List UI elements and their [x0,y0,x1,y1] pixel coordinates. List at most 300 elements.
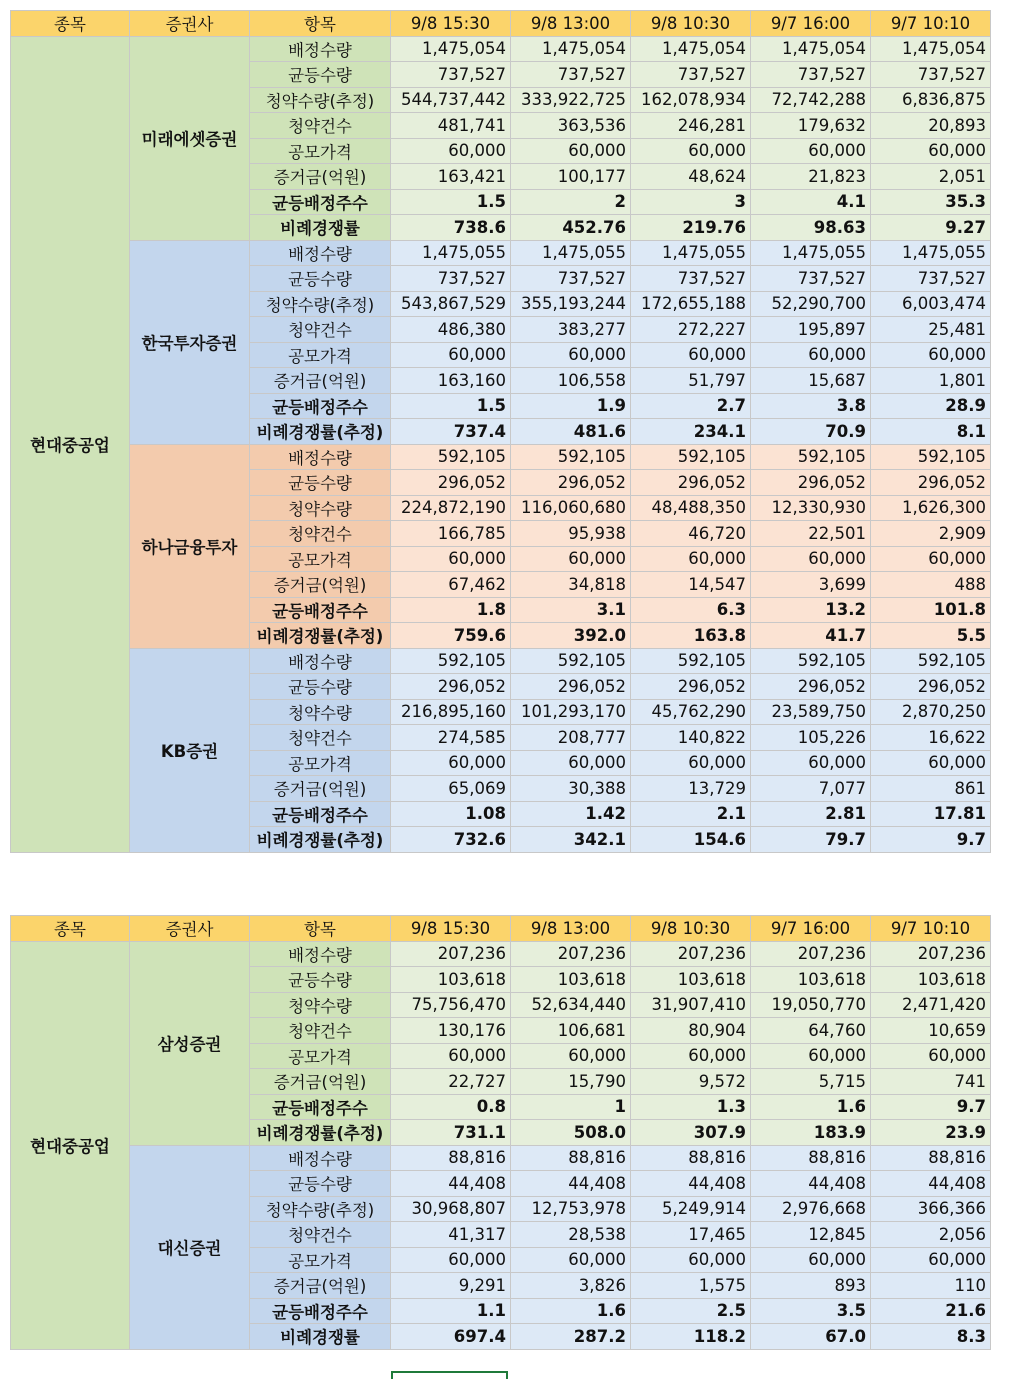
value-cell[interactable]: 333,922,725 [511,87,631,113]
value-cell[interactable]: 1.5 [391,393,511,419]
value-cell[interactable]: 44,408 [511,1171,631,1197]
value-cell[interactable]: 179,632 [751,113,871,139]
value-cell[interactable]: 116,060,680 [511,495,631,521]
value-cell[interactable]: 60,000 [871,342,991,368]
value-cell[interactable]: 31,907,410 [631,992,751,1018]
value-cell[interactable]: 41,317 [391,1222,511,1248]
value-cell[interactable]: 60,000 [511,1043,631,1069]
value-cell[interactable]: 296,052 [391,674,511,700]
value-cell[interactable]: 296,052 [511,470,631,496]
value-cell[interactable]: 106,681 [511,1018,631,1044]
value-cell[interactable]: 207,236 [631,941,751,967]
item-label-cell[interactable]: 배정수량 [250,36,391,62]
value-cell[interactable]: 2,471,420 [871,992,991,1018]
value-cell[interactable]: 12,845 [751,1222,871,1248]
value-cell[interactable]: 2,056 [871,1222,991,1248]
value-cell[interactable]: 0.8 [391,1094,511,1120]
item-label-cell[interactable]: 균등수량 [250,266,391,292]
item-label-cell[interactable]: 비례경쟁률(추정) [250,827,391,853]
value-cell[interactable]: 60,000 [511,750,631,776]
value-cell[interactable]: 60,000 [751,750,871,776]
value-cell[interactable]: 60,000 [751,342,871,368]
value-cell[interactable]: 60,000 [631,342,751,368]
value-cell[interactable]: 21.6 [871,1298,991,1324]
value-cell[interactable]: 15,790 [511,1069,631,1095]
value-cell[interactable]: 72,742,288 [751,87,871,113]
value-cell[interactable]: 481.6 [511,419,631,445]
value-cell[interactable]: 17,465 [631,1222,751,1248]
value-cell[interactable]: 9.27 [871,215,991,241]
value-cell[interactable]: 48,624 [631,164,751,190]
value-cell[interactable]: 10,659 [871,1018,991,1044]
value-cell[interactable]: 3 [631,189,751,215]
value-cell[interactable]: 737,527 [871,266,991,292]
value-cell[interactable]: 88,816 [511,1145,631,1171]
value-cell[interactable]: 737,527 [751,62,871,88]
value-cell[interactable]: 60,000 [871,1043,991,1069]
value-cell[interactable]: 65,069 [391,776,511,802]
value-cell[interactable]: 2,870,250 [871,699,991,725]
value-cell[interactable]: 60,000 [631,1043,751,1069]
value-cell[interactable]: 488 [871,572,991,598]
item-label-cell[interactable]: 증거금(억원) [250,572,391,598]
item-label-cell[interactable]: 청약수량 [250,699,391,725]
value-cell[interactable]: 1,475,055 [631,240,751,266]
value-cell[interactable]: 13.2 [751,597,871,623]
value-cell[interactable]: 88,816 [631,1145,751,1171]
value-cell[interactable]: 67,462 [391,572,511,598]
value-cell[interactable]: 5,249,914 [631,1196,751,1222]
value-cell[interactable]: 95,938 [511,521,631,547]
value-cell[interactable]: 737,527 [391,62,511,88]
column-header[interactable]: 9/8 10:30 [631,11,751,37]
value-cell[interactable]: 60,000 [511,546,631,572]
value-cell[interactable]: 8.1 [871,419,991,445]
value-cell[interactable]: 30,968,807 [391,1196,511,1222]
item-label-cell[interactable]: 증거금(억원) [250,1273,391,1299]
value-cell[interactable]: 103,618 [391,967,511,993]
value-cell[interactable]: 342.1 [511,827,631,853]
column-header[interactable]: 항목 [250,11,391,37]
value-cell[interactable]: 140,822 [631,725,751,751]
value-cell[interactable]: 392.0 [511,623,631,649]
item-label-cell[interactable]: 청약건수 [250,725,391,751]
value-cell[interactable]: 224,872,190 [391,495,511,521]
value-cell[interactable]: 737,527 [391,266,511,292]
value-cell[interactable]: 1,475,054 [871,36,991,62]
value-cell[interactable]: 1.6 [511,1298,631,1324]
item-label-cell[interactable]: 비례경쟁률 [250,1324,391,1350]
value-cell[interactable]: 296,052 [631,470,751,496]
value-cell[interactable]: 1,575 [631,1273,751,1299]
item-label-cell[interactable]: 배정수량 [250,240,391,266]
item-label-cell[interactable]: 청약건수 [250,521,391,547]
value-cell[interactable]: 234.1 [631,419,751,445]
item-label-cell[interactable]: 균등배정주수 [250,393,391,419]
value-cell[interactable]: 9,291 [391,1273,511,1299]
value-cell[interactable]: 219.76 [631,215,751,241]
column-header[interactable]: 9/7 10:10 [871,11,991,37]
item-label-cell[interactable]: 공모가격 [250,342,391,368]
item-label-cell[interactable]: 비례경쟁률(추정) [250,1120,391,1146]
value-cell[interactable]: 543,867,529 [391,291,511,317]
value-cell[interactable]: 6.3 [631,597,751,623]
value-cell[interactable]: 88,816 [751,1145,871,1171]
value-cell[interactable]: 163.8 [631,623,751,649]
value-cell[interactable]: 207,236 [871,941,991,967]
value-cell[interactable]: 296,052 [751,674,871,700]
value-cell[interactable]: 481,741 [391,113,511,139]
value-cell[interactable]: 103,618 [751,967,871,993]
value-cell[interactable]: 207,236 [391,941,511,967]
item-label-cell[interactable]: 비례경쟁률 [250,215,391,241]
value-cell[interactable]: 16,622 [871,725,991,751]
value-cell[interactable]: 106,558 [511,368,631,394]
value-cell[interactable]: 592,105 [391,444,511,470]
value-cell[interactable]: 363,536 [511,113,631,139]
value-cell[interactable]: 25,481 [871,317,991,343]
value-cell[interactable]: 1.3 [631,1094,751,1120]
column-header[interactable]: 9/8 13:00 [511,11,631,37]
item-label-cell[interactable]: 균등수량 [250,674,391,700]
value-cell[interactable]: 1,475,054 [631,36,751,62]
value-cell[interactable]: 731.1 [391,1120,511,1146]
value-cell[interactable]: 13,729 [631,776,751,802]
value-cell[interactable]: 100,177 [511,164,631,190]
value-cell[interactable]: 105,226 [751,725,871,751]
broker-name-cell[interactable]: KB증권 [130,648,250,852]
column-header[interactable]: 종목 [11,11,130,37]
column-header[interactable]: 증권사 [130,11,250,37]
value-cell[interactable]: 2 [511,189,631,215]
item-label-cell[interactable]: 배정수량 [250,444,391,470]
value-cell[interactable]: 2.1 [631,801,751,827]
value-cell[interactable]: 8.3 [871,1324,991,1350]
value-cell[interactable]: 592,105 [751,444,871,470]
value-cell[interactable]: 195,897 [751,317,871,343]
item-label-cell[interactable]: 균등수량 [250,967,391,993]
value-cell[interactable]: 1 [511,1094,631,1120]
value-cell[interactable]: 60,000 [751,1247,871,1273]
value-cell[interactable]: 12,330,930 [751,495,871,521]
value-cell[interactable]: 52,634,440 [511,992,631,1018]
column-header[interactable]: 증권사 [130,916,250,942]
value-cell[interactable]: 592,105 [511,648,631,674]
broker-name-cell[interactable]: 대신증권 [130,1145,250,1349]
value-cell[interactable]: 44,408 [391,1171,511,1197]
stock-name-cell[interactable]: 현대중공업 [11,941,130,1349]
value-cell[interactable]: 6,836,875 [871,87,991,113]
value-cell[interactable]: 35.3 [871,189,991,215]
value-cell[interactable]: 12,753,978 [511,1196,631,1222]
value-cell[interactable]: 60,000 [511,1247,631,1273]
item-label-cell[interactable]: 증거금(억원) [250,1069,391,1095]
value-cell[interactable]: 3.1 [511,597,631,623]
item-label-cell[interactable]: 균등배정주수 [250,597,391,623]
value-cell[interactable]: 759.6 [391,623,511,649]
value-cell[interactable]: 1.1 [391,1298,511,1324]
value-cell[interactable]: 67.0 [751,1324,871,1350]
value-cell[interactable]: 296,052 [751,470,871,496]
column-header[interactable]: 9/8 10:30 [631,916,751,942]
value-cell[interactable]: 592,105 [391,648,511,674]
value-cell[interactable]: 44,408 [631,1171,751,1197]
value-cell[interactable]: 60,000 [871,750,991,776]
value-cell[interactable]: 101.8 [871,597,991,623]
value-cell[interactable]: 103,618 [631,967,751,993]
item-label-cell[interactable]: 균등수량 [250,1171,391,1197]
value-cell[interactable]: 2,976,668 [751,1196,871,1222]
value-cell[interactable]: 30,388 [511,776,631,802]
item-label-cell[interactable]: 공모가격 [250,750,391,776]
value-cell[interactable]: 508.0 [511,1120,631,1146]
value-cell[interactable]: 296,052 [631,674,751,700]
value-cell[interactable]: 60,000 [391,1043,511,1069]
value-cell[interactable]: 296,052 [511,674,631,700]
value-cell[interactable]: 64,760 [751,1018,871,1044]
value-cell[interactable]: 1,475,055 [511,240,631,266]
item-label-cell[interactable]: 청약건수 [250,1018,391,1044]
item-label-cell[interactable]: 비례경쟁률(추정) [250,419,391,445]
value-cell[interactable]: 88,816 [391,1145,511,1171]
item-label-cell[interactable]: 배정수량 [250,1145,391,1171]
value-cell[interactable]: 162,078,934 [631,87,751,113]
value-cell[interactable]: 1,801 [871,368,991,394]
value-cell[interactable]: 3,826 [511,1273,631,1299]
value-cell[interactable]: 207,236 [751,941,871,967]
value-cell[interactable]: 3.8 [751,393,871,419]
value-cell[interactable]: 15,687 [751,368,871,394]
value-cell[interactable]: 60,000 [751,138,871,164]
value-cell[interactable]: 1,475,054 [511,36,631,62]
value-cell[interactable]: 383,277 [511,317,631,343]
value-cell[interactable]: 46,720 [631,521,751,547]
value-cell[interactable]: 19,050,770 [751,992,871,1018]
value-cell[interactable]: 1.08 [391,801,511,827]
value-cell[interactable]: 697.4 [391,1324,511,1350]
value-cell[interactable]: 41.7 [751,623,871,649]
value-cell[interactable]: 1,475,054 [751,36,871,62]
value-cell[interactable]: 738.6 [391,215,511,241]
broker-name-cell[interactable]: 미래에셋증권 [130,36,250,240]
value-cell[interactable]: 22,501 [751,521,871,547]
item-label-cell[interactable]: 증거금(억원) [250,368,391,394]
value-cell[interactable]: 2.7 [631,393,751,419]
value-cell[interactable]: 60,000 [871,546,991,572]
value-cell[interactable]: 14,547 [631,572,751,598]
value-cell[interactable]: 5.5 [871,623,991,649]
value-cell[interactable]: 52,290,700 [751,291,871,317]
value-cell[interactable]: 130,176 [391,1018,511,1044]
value-cell[interactable]: 1.9 [511,393,631,419]
value-cell[interactable]: 163,421 [391,164,511,190]
value-cell[interactable]: 17.81 [871,801,991,827]
value-cell[interactable]: 79.7 [751,827,871,853]
value-cell[interactable]: 9.7 [871,827,991,853]
value-cell[interactable]: 452.76 [511,215,631,241]
broker-name-cell[interactable]: 삼성증권 [130,941,250,1145]
value-cell[interactable]: 207,236 [511,941,631,967]
value-cell[interactable]: 7,077 [751,776,871,802]
value-cell[interactable]: 88,816 [871,1145,991,1171]
value-cell[interactable]: 75,756,470 [391,992,511,1018]
item-label-cell[interactable]: 균등수량 [250,470,391,496]
value-cell[interactable]: 592,105 [871,648,991,674]
item-label-cell[interactable]: 배정수량 [250,648,391,674]
value-cell[interactable]: 60,000 [751,546,871,572]
broker-name-cell[interactable]: 한국투자증권 [130,240,250,444]
value-cell[interactable]: 28.9 [871,393,991,419]
item-label-cell[interactable]: 균등수량 [250,62,391,88]
column-header[interactable]: 9/7 16:00 [751,11,871,37]
value-cell[interactable]: 287.2 [511,1324,631,1350]
value-cell[interactable]: 592,105 [631,648,751,674]
value-cell[interactable]: 118.2 [631,1324,751,1350]
value-cell[interactable]: 1.5 [391,189,511,215]
column-header[interactable]: 9/7 10:10 [871,916,991,942]
value-cell[interactable]: 737,527 [751,266,871,292]
value-cell[interactable]: 9,572 [631,1069,751,1095]
value-cell[interactable]: 3,699 [751,572,871,598]
value-cell[interactable]: 296,052 [871,470,991,496]
value-cell[interactable]: 208,777 [511,725,631,751]
value-cell[interactable]: 22,727 [391,1069,511,1095]
value-cell[interactable]: 98.63 [751,215,871,241]
item-label-cell[interactable]: 배정수량 [250,941,391,967]
item-label-cell[interactable]: 청약수량(추정) [250,291,391,317]
column-header[interactable]: 9/8 15:30 [391,11,511,37]
value-cell[interactable]: 592,105 [871,444,991,470]
value-cell[interactable]: 1.6 [751,1094,871,1120]
value-cell[interactable]: 166,785 [391,521,511,547]
value-cell[interactable]: 355,193,244 [511,291,631,317]
value-cell[interactable]: 1,475,055 [751,240,871,266]
value-cell[interactable]: 60,000 [631,750,751,776]
value-cell[interactable]: 60,000 [871,1247,991,1273]
item-label-cell[interactable]: 공모가격 [250,546,391,572]
value-cell[interactable]: 274,585 [391,725,511,751]
value-cell[interactable]: 861 [871,776,991,802]
value-cell[interactable]: 737,527 [631,62,751,88]
value-cell[interactable]: 1,475,055 [871,240,991,266]
stock-name-cell[interactable]: 현대중공업 [11,36,130,852]
value-cell[interactable]: 60,000 [751,1043,871,1069]
value-cell[interactable]: 592,105 [751,648,871,674]
value-cell[interactable]: 216,895,160 [391,699,511,725]
item-label-cell[interactable]: 증거금(억원) [250,164,391,190]
value-cell[interactable]: 307.9 [631,1120,751,1146]
value-cell[interactable]: 48,488,350 [631,495,751,521]
value-cell[interactable]: 4.1 [751,189,871,215]
value-cell[interactable]: 272,227 [631,317,751,343]
item-label-cell[interactable]: 청약수량 [250,495,391,521]
item-label-cell[interactable]: 증거금(억원) [250,776,391,802]
value-cell[interactable]: 44,408 [751,1171,871,1197]
item-label-cell[interactable]: 공모가격 [250,1247,391,1273]
item-label-cell[interactable]: 청약수량(추정) [250,87,391,113]
value-cell[interactable]: 23,589,750 [751,699,871,725]
value-cell[interactable]: 296,052 [871,674,991,700]
value-cell[interactable]: 154.6 [631,827,751,853]
value-cell[interactable]: 45,762,290 [631,699,751,725]
column-header[interactable]: 종목 [11,916,130,942]
item-label-cell[interactable]: 청약건수 [250,317,391,343]
item-label-cell[interactable]: 균등배정주수 [250,801,391,827]
value-cell[interactable]: 80,904 [631,1018,751,1044]
value-cell[interactable]: 246,281 [631,113,751,139]
value-cell[interactable]: 592,105 [511,444,631,470]
value-cell[interactable]: 732.6 [391,827,511,853]
value-cell[interactable]: 296,052 [391,470,511,496]
item-label-cell[interactable]: 균등배정주수 [250,1094,391,1120]
value-cell[interactable]: 741 [871,1069,991,1095]
column-header[interactable]: 9/8 15:30 [391,916,511,942]
value-cell[interactable]: 60,000 [631,546,751,572]
value-cell[interactable]: 60,000 [871,138,991,164]
value-cell[interactable]: 60,000 [511,342,631,368]
value-cell[interactable]: 737,527 [511,266,631,292]
value-cell[interactable]: 183.9 [751,1120,871,1146]
value-cell[interactable]: 60,000 [391,342,511,368]
value-cell[interactable]: 1,475,054 [391,36,511,62]
value-cell[interactable]: 60,000 [391,138,511,164]
value-cell[interactable]: 60,000 [631,138,751,164]
value-cell[interactable]: 70.9 [751,419,871,445]
item-label-cell[interactable]: 청약건수 [250,113,391,139]
item-label-cell[interactable]: 균등배정주수 [250,189,391,215]
value-cell[interactable]: 737,527 [511,62,631,88]
item-label-cell[interactable]: 균등배정주수 [250,1298,391,1324]
value-cell[interactable]: 60,000 [391,750,511,776]
value-cell[interactable]: 1.8 [391,597,511,623]
value-cell[interactable]: 60,000 [391,546,511,572]
value-cell[interactable]: 893 [751,1273,871,1299]
value-cell[interactable]: 486,380 [391,317,511,343]
value-cell[interactable]: 5,715 [751,1069,871,1095]
item-label-cell[interactable]: 비례경쟁률(추정) [250,623,391,649]
value-cell[interactable]: 21,823 [751,164,871,190]
value-cell[interactable]: 737,527 [871,62,991,88]
value-cell[interactable]: 163,160 [391,368,511,394]
value-cell[interactable]: 51,797 [631,368,751,394]
value-cell[interactable]: 2,909 [871,521,991,547]
value-cell[interactable]: 172,655,188 [631,291,751,317]
value-cell[interactable]: 737.4 [391,419,511,445]
value-cell[interactable]: 20,893 [871,113,991,139]
item-label-cell[interactable]: 공모가격 [250,1043,391,1069]
column-header[interactable]: 9/7 16:00 [751,916,871,942]
value-cell[interactable]: 23.9 [871,1120,991,1146]
column-header[interactable]: 9/8 13:00 [511,916,631,942]
item-label-cell[interactable]: 청약건수 [250,1222,391,1248]
value-cell[interactable]: 6,003,474 [871,291,991,317]
column-header[interactable]: 항목 [250,916,391,942]
value-cell[interactable]: 2,051 [871,164,991,190]
value-cell[interactable]: 60,000 [511,138,631,164]
value-cell[interactable]: 2.5 [631,1298,751,1324]
item-label-cell[interactable]: 청약수량 [250,992,391,1018]
value-cell[interactable]: 592,105 [631,444,751,470]
value-cell[interactable]: 60,000 [391,1247,511,1273]
value-cell[interactable]: 103,618 [511,967,631,993]
value-cell[interactable]: 1,626,300 [871,495,991,521]
broker-name-cell[interactable]: 하나금융투자 [130,444,250,648]
value-cell[interactable]: 110 [871,1273,991,1299]
value-cell[interactable]: 60,000 [631,1247,751,1273]
value-cell[interactable]: 2.81 [751,801,871,827]
value-cell[interactable]: 101,293,170 [511,699,631,725]
value-cell[interactable]: 366,366 [871,1196,991,1222]
